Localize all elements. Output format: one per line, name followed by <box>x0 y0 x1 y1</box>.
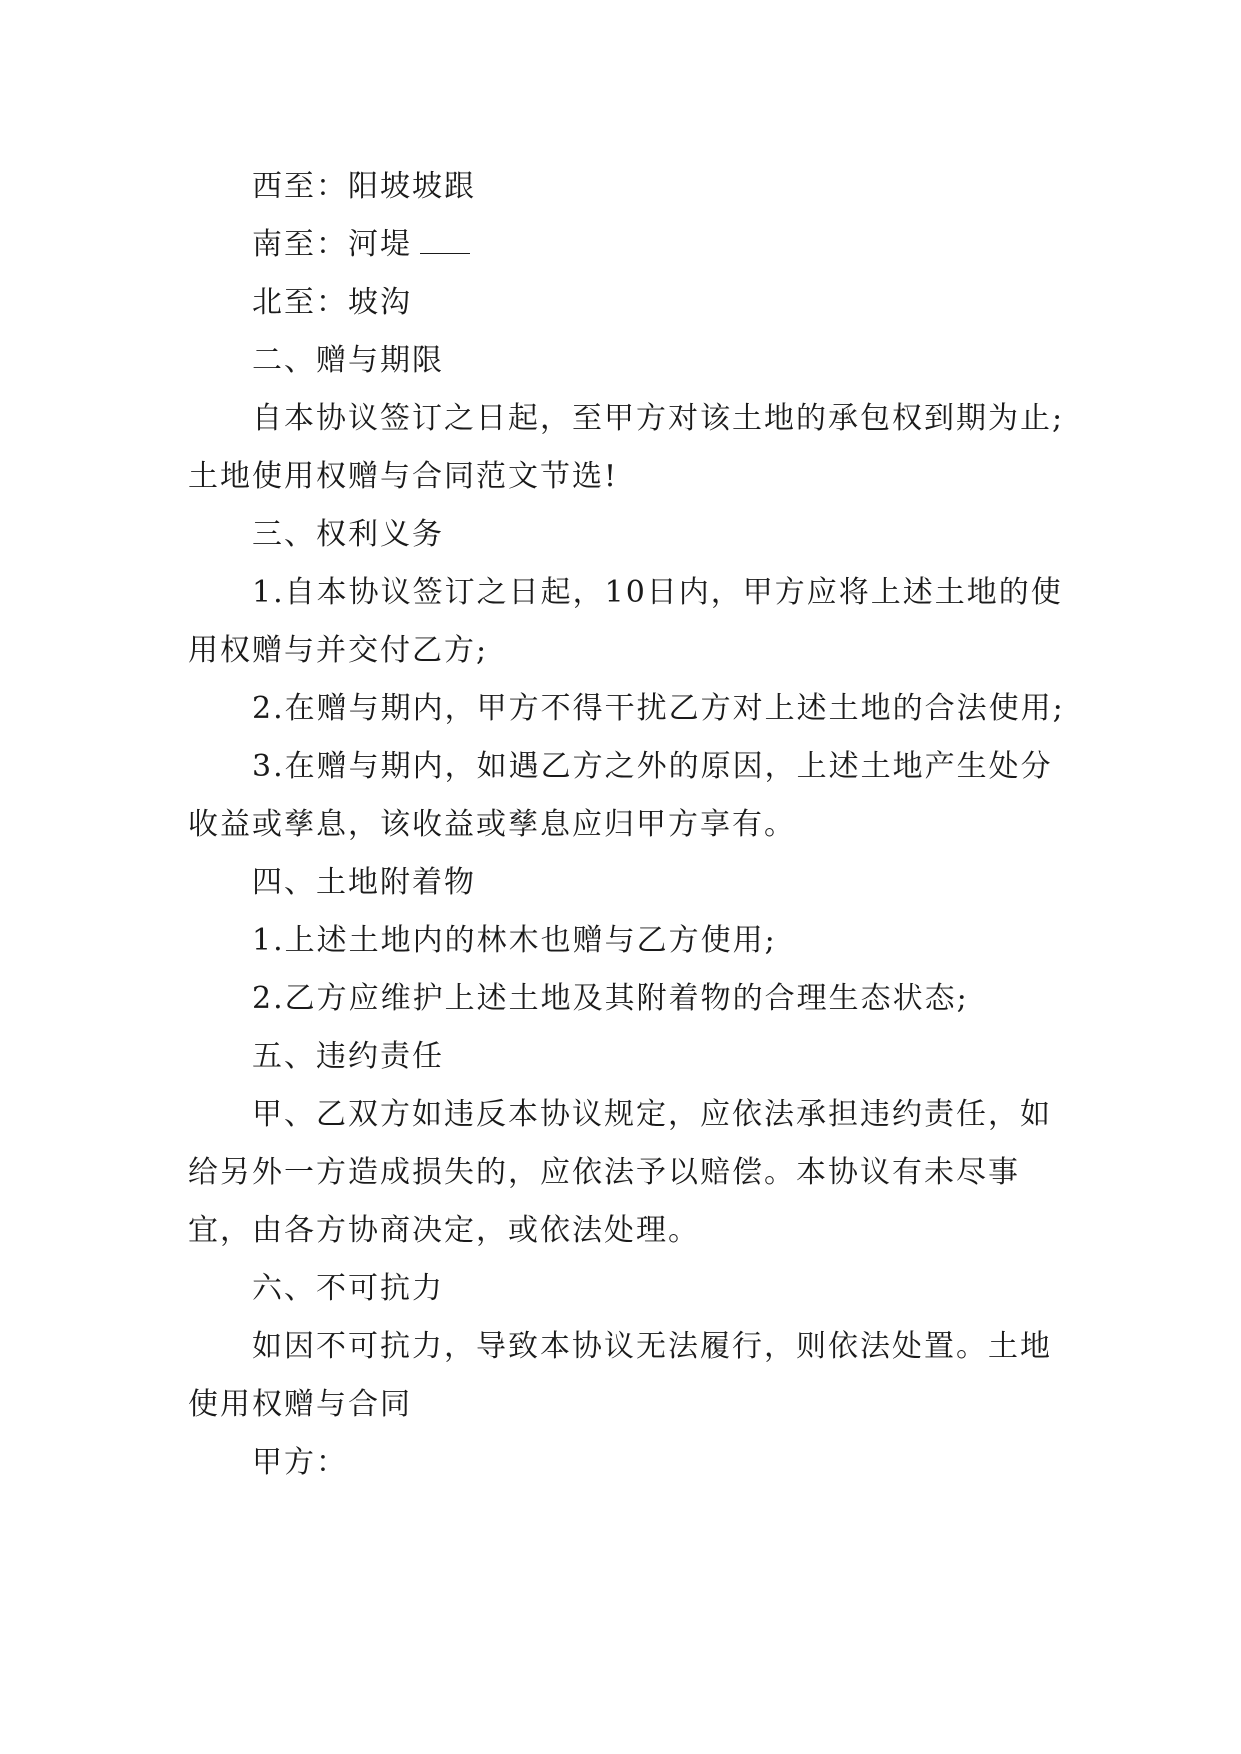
boundary-south-text: 南至：河堤 <box>252 227 412 262</box>
boundary-west: 西至：阳坡坡跟 <box>252 169 476 204</box>
section-heading-rights: 三、权利义务 <box>252 517 444 552</box>
attachments-item-1: 1.上述土地内的林木也赠与乙方使用; <box>252 923 777 958</box>
section-heading-liability: 五、违约责任 <box>252 1039 444 1074</box>
blank-underline <box>420 227 470 254</box>
liability-paragraph: 甲、乙双方如违反本协议规定，应依法承担违约责任，如给另外一方造成损失的，应依法予以赔偿。本协议有未尽事宜，由各方协商决定，或依法处理。 <box>188 1097 1052 1248</box>
section-heading-term: 二、赠与期限 <box>252 343 444 378</box>
rights-item-3: 3.在赠与期内，如遇乙方之外的原因，上述土地产生处分收益或孳息，该收益或孳息应归甲方享有。 <box>188 749 1053 842</box>
section-heading-attachments: 四、土地附着物 <box>252 865 476 900</box>
force-majeure-paragraph: 如因不可抗力，导致本协议无法履行，则依法处置。土地使用权赠与合同 <box>188 1329 1052 1422</box>
document-body <box>188 158 1068 1492</box>
attachments-item-2: 2.乙方应维护上述土地及其附着物的合理生态状态; <box>252 981 969 1016</box>
party-a-label: 甲方： <box>252 1445 348 1480</box>
rights-item-1: 1.自本协议签订之日起，10日内，甲方应将上述土地的使用权赠与并交付乙方; <box>188 575 1063 668</box>
section-heading-force-majeure: 六、不可抗力 <box>252 1271 444 1306</box>
boundary-south <box>188 216 1068 274</box>
rights-item-2: 2.在赠与期内，甲方不得干扰乙方对上述土地的合法使用; <box>252 691 1065 726</box>
boundary-north: 北至：坡沟 <box>252 285 412 320</box>
term-paragraph: 自本协议签订之日起，至甲方对该土地的承包权到期为止;土地使用权赠与合同范文节选! <box>188 401 1065 494</box>
